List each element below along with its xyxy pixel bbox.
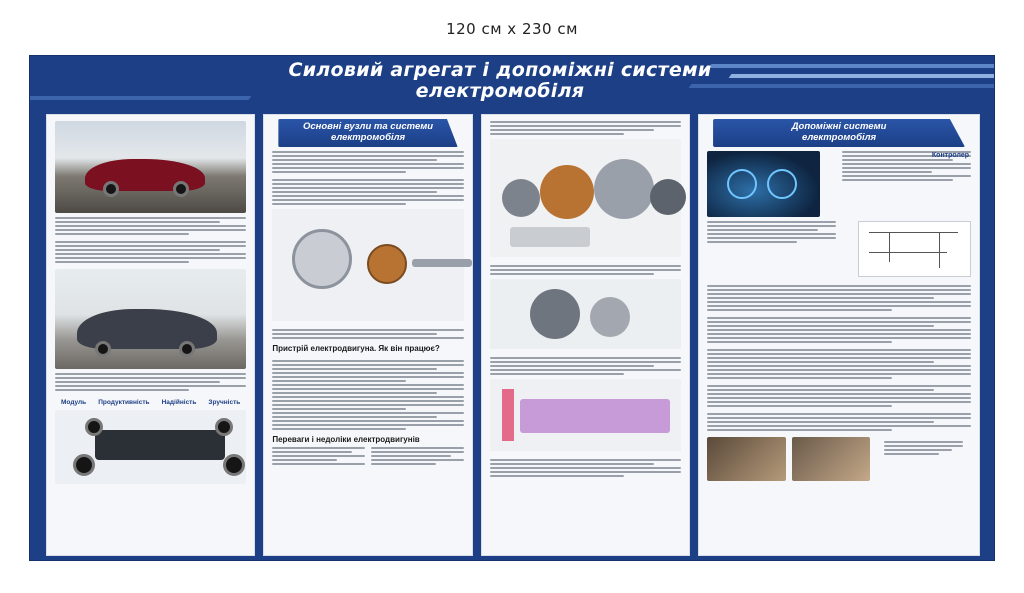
- gear: [530, 289, 580, 339]
- spec-label: Надійність: [161, 399, 197, 406]
- pros-cons-columns: [264, 447, 471, 467]
- text-block: [699, 281, 979, 431]
- chassis-wheel: [215, 418, 233, 436]
- shaft: [412, 259, 472, 267]
- panel-3: [481, 114, 690, 556]
- panel-1: [46, 114, 255, 556]
- text-block: [264, 147, 471, 205]
- chassis-wheel: [223, 454, 245, 476]
- battery-terminal: [502, 389, 514, 441]
- car-photo-grey: [55, 269, 246, 369]
- panel-4-header: [713, 119, 965, 147]
- gearbox-image: [490, 279, 681, 349]
- spec-label: Зручність: [208, 399, 241, 406]
- motor-components-image: [272, 209, 463, 321]
- chassis-wheel: [73, 454, 95, 476]
- panel-2-title: [278, 121, 457, 143]
- dimension-label: 120 см х 230 см: [446, 20, 578, 38]
- car-wheel: [95, 341, 111, 357]
- poster-board: [29, 55, 995, 561]
- motor-part: [502, 179, 540, 217]
- gauge: [727, 169, 757, 199]
- text-block: [264, 356, 471, 430]
- engine-bay-photo: [707, 437, 786, 481]
- poster-header: [30, 56, 994, 108]
- panel-4-title-line1: Допоміжні системи: [791, 121, 887, 132]
- battery-cells: [520, 399, 670, 433]
- poster-title: [180, 60, 820, 102]
- text-block: [482, 115, 689, 135]
- poster-title-line2: електромобіля: [415, 80, 585, 102]
- car-photo-red: [55, 121, 246, 213]
- text-block: [264, 325, 471, 339]
- panel-4: [698, 114, 980, 556]
- car-wheel: [173, 181, 189, 197]
- electronics-photo: [792, 437, 871, 481]
- section-heading: Пристрій електродвигуна. Як він працює?: [272, 344, 440, 353]
- car-wheel: [103, 181, 119, 197]
- text-block: [482, 261, 689, 275]
- panel-2: [263, 114, 472, 556]
- panel-2-header: [278, 119, 457, 147]
- text-block: [482, 353, 689, 375]
- gear: [590, 297, 630, 337]
- text-block: [47, 213, 254, 263]
- text-block: [699, 217, 844, 281]
- exploded-motor-image: [490, 139, 681, 257]
- copper-coil: [367, 244, 407, 284]
- section-heading: Переваги і недоліки електродвигунів: [272, 435, 420, 444]
- motor-part: [594, 159, 654, 219]
- gauge: [767, 169, 797, 199]
- panel-2-title-line1: Основні вузли та системи: [302, 121, 434, 132]
- spec-row: [47, 393, 254, 406]
- motor-part: [650, 179, 686, 215]
- text-block: [876, 437, 971, 481]
- motor-part: [510, 227, 590, 247]
- circuit-schematic: [858, 221, 971, 277]
- text-block: [47, 369, 254, 391]
- poster-title-line1: Силовий агрегат і допоміжні системи: [288, 59, 712, 81]
- panel-2-title-line2: електромобіля: [330, 132, 406, 143]
- car-wheel: [179, 341, 195, 357]
- text-block: [482, 455, 689, 477]
- motor-part: [540, 165, 594, 219]
- spec-label: Модуль: [61, 399, 87, 406]
- panel-4-title-line2: електромобіля: [801, 132, 877, 143]
- controller-label: Контролер: [931, 152, 970, 159]
- chassis-wheel: [85, 418, 103, 436]
- stator: [292, 229, 352, 289]
- dashboard-photo: [707, 151, 820, 217]
- spec-label: Продуктивність: [98, 399, 150, 406]
- bottom-photos: [699, 433, 979, 481]
- panel-4-title: [713, 121, 965, 143]
- battery-pack: [95, 430, 225, 460]
- battery-diagram: [490, 379, 681, 451]
- chassis-image: [55, 410, 246, 484]
- panels-row: [46, 114, 980, 556]
